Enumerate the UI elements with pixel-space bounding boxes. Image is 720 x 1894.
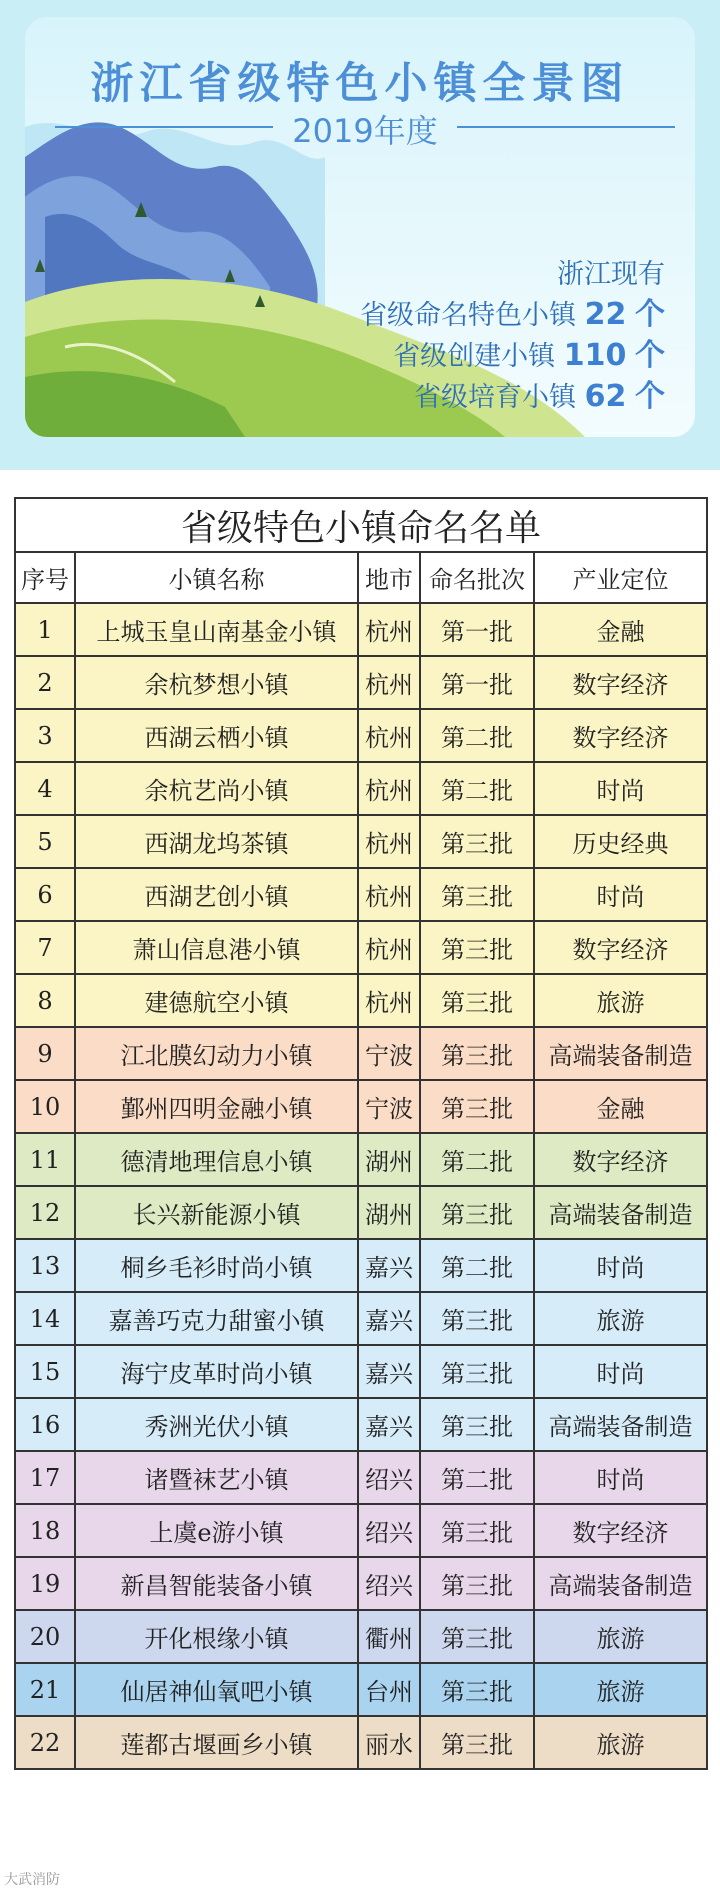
row-index: 16 xyxy=(15,1398,75,1451)
row-industry: 金融 xyxy=(534,1080,707,1133)
table-title: 省级特色小镇命名名单 xyxy=(15,498,707,552)
table-row xyxy=(15,1345,707,1398)
row-batch: 第二批 xyxy=(420,1133,534,1186)
row-batch: 第二批 xyxy=(420,762,534,815)
row-batch: 第三批 xyxy=(420,974,534,1027)
row-town-name: 德清地理信息小镇 xyxy=(75,1133,358,1186)
table-row xyxy=(15,762,707,815)
row-industry: 数字经济 xyxy=(534,1504,707,1557)
row-city: 绍兴 xyxy=(358,1557,420,1610)
row-town-name: 秀洲光伏小镇 xyxy=(75,1398,358,1451)
stats-intro: 浙江现有 xyxy=(557,259,665,290)
table-row xyxy=(15,1133,707,1186)
row-city: 台州 xyxy=(358,1663,420,1716)
row-index: 18 xyxy=(15,1504,75,1557)
row-index: 8 xyxy=(15,974,75,1027)
row-industry: 旅游 xyxy=(534,1610,707,1663)
stat-row-named xyxy=(360,295,665,336)
row-batch: 第三批 xyxy=(420,1186,534,1239)
row-index: 12 xyxy=(15,1186,75,1239)
row-city: 杭州 xyxy=(358,709,420,762)
table-row xyxy=(15,1239,707,1292)
row-city: 嘉兴 xyxy=(358,1239,420,1292)
row-town-name: 长兴新能源小镇 xyxy=(75,1186,358,1239)
subtitle-year: 2019年度 xyxy=(292,112,438,150)
row-index: 15 xyxy=(15,1345,75,1398)
table-row xyxy=(15,656,707,709)
header-city: 地市 xyxy=(358,552,420,603)
row-index: 6 xyxy=(15,868,75,921)
row-town-name: 莲都古堰画乡小镇 xyxy=(75,1716,358,1769)
row-city: 杭州 xyxy=(358,603,420,656)
row-town-name: 开化根缘小镇 xyxy=(75,1610,358,1663)
page-title: 浙江省级特色小镇全景图 xyxy=(90,59,630,109)
row-city: 嘉兴 xyxy=(358,1292,420,1345)
row-batch: 第二批 xyxy=(420,1239,534,1292)
row-city: 嘉兴 xyxy=(358,1345,420,1398)
row-industry: 历史经典 xyxy=(534,815,707,868)
row-industry: 数字经济 xyxy=(534,921,707,974)
row-industry: 旅游 xyxy=(534,1716,707,1769)
table-row xyxy=(15,1504,707,1557)
row-town-name: 嘉善巧克力甜蜜小镇 xyxy=(75,1292,358,1345)
row-town-name: 西湖云栖小镇 xyxy=(75,709,358,762)
row-industry: 数字经济 xyxy=(534,709,707,762)
row-batch: 第三批 xyxy=(420,1557,534,1610)
stats-block xyxy=(360,252,665,418)
row-batch: 第三批 xyxy=(420,1398,534,1451)
row-city: 杭州 xyxy=(358,921,420,974)
row-index: 2 xyxy=(15,656,75,709)
row-batch: 第三批 xyxy=(420,1345,534,1398)
table-row xyxy=(15,1080,707,1133)
row-city: 丽水 xyxy=(358,1716,420,1769)
subtitle-row xyxy=(55,106,675,150)
stat-value: 22 xyxy=(584,297,627,332)
row-index: 10 xyxy=(15,1080,75,1133)
row-city: 杭州 xyxy=(358,762,420,815)
table-row xyxy=(15,1610,707,1663)
row-industry: 时尚 xyxy=(534,1451,707,1504)
row-town-name: 海宁皮革时尚小镇 xyxy=(75,1345,358,1398)
row-town-name: 诸暨袜艺小镇 xyxy=(75,1451,358,1504)
towns-table xyxy=(14,497,708,1770)
row-city: 绍兴 xyxy=(358,1451,420,1504)
header-batch: 命名批次 xyxy=(420,552,534,603)
table-row xyxy=(15,709,707,762)
row-city: 衢州 xyxy=(358,1610,420,1663)
row-index: 20 xyxy=(15,1610,75,1663)
row-batch: 第二批 xyxy=(420,709,534,762)
table-row xyxy=(15,603,707,656)
header-industry: 产业定位 xyxy=(534,552,707,603)
row-batch: 第三批 xyxy=(420,868,534,921)
stat-row-building xyxy=(360,336,665,377)
row-industry: 高端装备制造 xyxy=(534,1557,707,1610)
row-industry: 高端装备制造 xyxy=(534,1186,707,1239)
table-row xyxy=(15,1186,707,1239)
row-index: 21 xyxy=(15,1663,75,1716)
row-town-name: 新昌智能装备小镇 xyxy=(75,1557,358,1610)
row-city: 湖州 xyxy=(358,1186,420,1239)
header-index: 序号 xyxy=(15,552,75,603)
row-index: 13 xyxy=(15,1239,75,1292)
row-index: 14 xyxy=(15,1292,75,1345)
row-town-name: 上城玉皇山南基金小镇 xyxy=(75,603,358,656)
stat-label: 省级创建小镇 xyxy=(393,341,556,372)
row-city: 宁波 xyxy=(358,1027,420,1080)
row-industry: 金融 xyxy=(534,603,707,656)
row-batch: 第三批 xyxy=(420,1663,534,1716)
row-industry: 数字经济 xyxy=(534,1133,707,1186)
divider-right xyxy=(457,126,675,128)
row-town-name: 建德航空小镇 xyxy=(75,974,358,1027)
stat-label: 省级培育小镇 xyxy=(414,382,577,413)
table-row xyxy=(15,1292,707,1345)
row-industry: 旅游 xyxy=(534,1292,707,1345)
table-row xyxy=(15,1716,707,1769)
stat-row-cultivating xyxy=(360,377,665,418)
row-town-name: 江北膜幻动力小镇 xyxy=(75,1027,358,1080)
row-town-name: 余杭艺尚小镇 xyxy=(75,762,358,815)
header-town-name: 小镇名称 xyxy=(75,552,358,603)
row-town-name: 上虞e游小镇 xyxy=(75,1504,358,1557)
row-index: 7 xyxy=(15,921,75,974)
row-town-name: 西湖艺创小镇 xyxy=(75,868,358,921)
row-industry: 高端装备制造 xyxy=(534,1398,707,1451)
stat-unit: 个 xyxy=(635,338,665,373)
row-industry: 时尚 xyxy=(534,1345,707,1398)
row-batch: 第三批 xyxy=(420,1610,534,1663)
row-index: 19 xyxy=(15,1557,75,1610)
row-city: 杭州 xyxy=(358,974,420,1027)
table-row xyxy=(15,1663,707,1716)
table-row xyxy=(15,1027,707,1080)
row-index: 1 xyxy=(15,603,75,656)
row-industry: 时尚 xyxy=(534,1239,707,1292)
table-row xyxy=(15,1398,707,1451)
row-index: 3 xyxy=(15,709,75,762)
row-batch: 第三批 xyxy=(420,1716,534,1769)
table-row xyxy=(15,974,707,1027)
table-row xyxy=(15,921,707,974)
row-industry: 旅游 xyxy=(534,974,707,1027)
row-batch: 第三批 xyxy=(420,921,534,974)
row-batch: 第三批 xyxy=(420,1027,534,1080)
stat-unit: 个 xyxy=(635,297,665,332)
table-row xyxy=(15,815,707,868)
row-city: 杭州 xyxy=(358,868,420,921)
stat-unit: 个 xyxy=(635,379,665,414)
row-index: 11 xyxy=(15,1133,75,1186)
stat-label: 省级命名特色小镇 xyxy=(360,300,577,331)
row-batch: 第三批 xyxy=(420,1080,534,1133)
row-city: 杭州 xyxy=(358,656,420,709)
table-body xyxy=(15,603,707,1769)
stat-value: 110 xyxy=(563,338,627,373)
table-row xyxy=(15,868,707,921)
row-batch: 第三批 xyxy=(420,1504,534,1557)
row-index: 17 xyxy=(15,1451,75,1504)
row-city: 湖州 xyxy=(358,1133,420,1186)
stat-value: 62 xyxy=(584,379,627,414)
row-batch: 第一批 xyxy=(420,603,534,656)
table-row xyxy=(15,1557,707,1610)
row-city: 宁波 xyxy=(358,1080,420,1133)
row-town-name: 仙居神仙氧吧小镇 xyxy=(75,1663,358,1716)
row-index: 4 xyxy=(15,762,75,815)
table-header-row xyxy=(15,552,707,603)
row-industry: 旅游 xyxy=(534,1663,707,1716)
row-index: 9 xyxy=(15,1027,75,1080)
row-town-name: 萧山信息港小镇 xyxy=(75,921,358,974)
row-industry: 时尚 xyxy=(534,762,707,815)
watermark-text: 大武消防 xyxy=(4,1872,60,1888)
row-industry: 数字经济 xyxy=(534,656,707,709)
table-row xyxy=(15,1451,707,1504)
row-batch: 第三批 xyxy=(420,815,534,868)
row-batch: 第三批 xyxy=(420,1292,534,1345)
row-industry: 时尚 xyxy=(534,868,707,921)
row-city: 嘉兴 xyxy=(358,1398,420,1451)
row-city: 绍兴 xyxy=(358,1504,420,1557)
row-batch: 第二批 xyxy=(420,1451,534,1504)
row-town-name: 桐乡毛衫时尚小镇 xyxy=(75,1239,358,1292)
row-industry: 高端装备制造 xyxy=(534,1027,707,1080)
row-town-name: 余杭梦想小镇 xyxy=(75,656,358,709)
header-banner xyxy=(0,0,720,470)
row-index: 22 xyxy=(15,1716,75,1769)
row-index: 5 xyxy=(15,815,75,868)
row-batch: 第一批 xyxy=(420,656,534,709)
row-town-name: 鄞州四明金融小镇 xyxy=(75,1080,358,1133)
row-town-name: 西湖龙坞茶镇 xyxy=(75,815,358,868)
row-city: 杭州 xyxy=(358,815,420,868)
